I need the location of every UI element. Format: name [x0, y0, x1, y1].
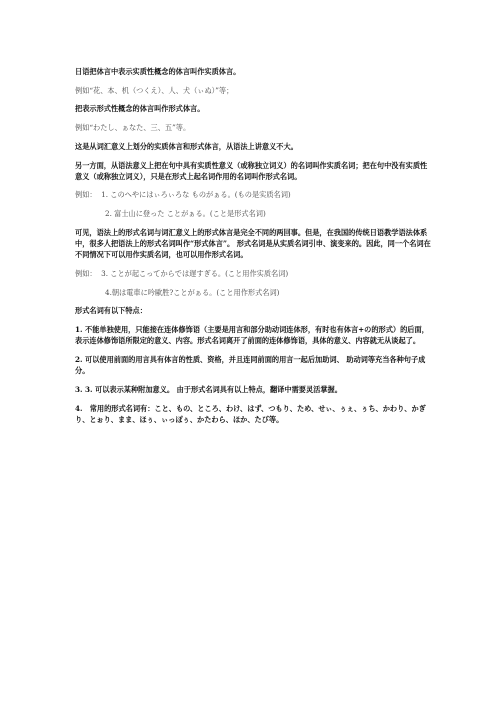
example2-prefix: 例如：: [75, 268, 97, 278]
feature-item-2: 2. 可以使用前面的用言具有体言的性质、资格，并且连同前面的用言一起后加助词、 助动词等充当各种句子成分。: [75, 354, 426, 376]
example2-line2: [75, 287, 431, 298]
line-lexical-note: 这是从词汇意义上划分的实质体言和形式体言，从语法上讲意义不大。: [75, 141, 298, 151]
document-body: [75, 66, 431, 432]
example1-line1: [75, 189, 431, 200]
feature-item-1: 1. 不能单独使用，只能接在连体修饰语（主要是用言和部分助动词连体形，有时也有体言+の的形式）的后面，表示连体修饰语所限定的意义、内容。形式名词离开了前面的连体修饰语，具体的意义、内容就无从谈起了。: [75, 325, 429, 346]
feature-item-3: 3. 3. 可以表示某种附加意义。 由于形式名词具有以上特点，翻译中需要灵活掌握。: [75, 384, 342, 394]
line-substantive-definition: 日语把体言中表示实质性概念的体言叫作实质体言。: [75, 67, 241, 76]
paragraph-grammatical-meaning: 另一方面，从语法意义上把在句中具有实质性意义（或称独立词义）的名词叫作实质名词；把在句中没有实质性意义（或称独立词义），只是在形式上起名词作用的名词叫作形式名词。: [75, 160, 428, 181]
example1-item2: 2. 富士山に登った ことがぁる。(こと是形式名词): [105, 209, 266, 219]
features-heading: 形式名词有以下特点：: [75, 306, 147, 316]
paragraph-comparison: 可见，语法上的形式名词与词汇意义上的形式体言是完全不同的两回事。但是，在我国的传统日语教学语法体系中，很多人把语法上的形式名词叫作“形式体言”。 形式名词是从实质名词引申、演变来的。因此，同一个名词在不同情况下可以用作实质名词，也可以用作形式名词。: [75, 227, 431, 260]
example1-prefix: 例如：: [75, 190, 97, 200]
line-substantive-example: 例如“花、本、机（つくえ）、人、犬（ぃぬ）”等；: [75, 85, 234, 95]
example1-item1: 1. このへやにはぃろぃろな ものがぁる。(もの是实质名词): [101, 190, 291, 200]
example2-line1: [75, 268, 431, 279]
feature-item-4: 4. 常用的形式名词有：こと、もの、ところ、わけ、はず、つもり、ため、せぃ、ぅぇ、ぅち、かわり、かぎり、とぉり、まま、ほぅ、ぃっぽぅ、かたわら、ほか、たび等。: [75, 403, 426, 424]
example2-item2: 4.朝は電車に吟歐胜?ことがぁる。(こと用作形式名词): [105, 287, 280, 297]
example2-item1: 3. ことが起こってからでは遅すぎる。(こと用作实质名词): [101, 268, 289, 278]
line-formal-definition: 把表示形式性概念的体言叫作形式体言。: [75, 104, 205, 114]
example1-line2: [75, 208, 431, 219]
line-formal-example: 例如“わたし、ぁなた、三、五”等。: [75, 123, 191, 133]
